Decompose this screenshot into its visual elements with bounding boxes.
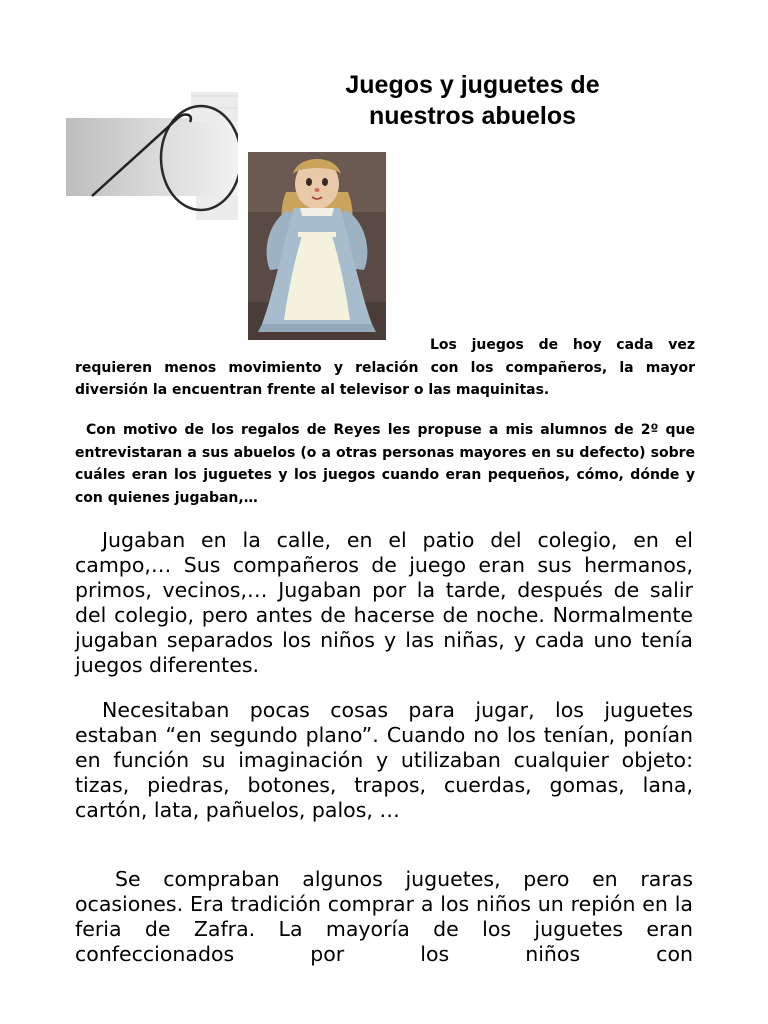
rag-doll-photo bbox=[248, 152, 386, 340]
title-line-2: nuestros abuelos bbox=[369, 102, 576, 130]
document-title bbox=[300, 70, 645, 132]
body-paragraph-1: Jugaban en la calle, en el patio del colegio, en el campo,… Sus compañeros de juego eran sus hermanos, primos, vecinos,… Jugaban por la tarde, después de salir del colegio, pero antes de hacerse de noche. Normalmente jugaban separados los niños y las niñas, y cada uno tenía juegos diferentes. bbox=[75, 528, 693, 677]
title-line-1: Juegos y juguetes de bbox=[345, 71, 600, 99]
body-paragraph-3: Se compraban algunos juguetes, pero en raras ocasiones. Era tradición comprar a los niños un repión en la feria de Zafra. La mayoría de los juguetes eran confeccionados por los niños con bbox=[75, 867, 693, 966]
context-paragraph: Con motivo de los regalos de Reyes les propuse a mis alumnos de 2º que entrevistaran a sus abuelos (o a otras personas mayores en su defecto) sobre cuáles eran los juguetes y los juegos cuando eran pequeños, cómo, dónde y con quienes jugaban,… bbox=[75, 422, 695, 506]
intro-paragraph: Los juegos de hoy cada vez requieren menos movimiento y relación con los compañeros, la mayor diversión la encuentran frente al televisor o las maquinitas. bbox=[75, 337, 695, 398]
body-paragraph-2: Necesitaban pocas cosas para jugar, los juguetes estaban “en segundo plano”. Cuando no los tenían, ponían en función su imaginación y utilizaban cualquier objeto: tizas, piedras, botones, trapos, cuerdas, gomas, lana, cartón, lata, pañuelos, palos, … bbox=[75, 698, 693, 822]
hoop-and-stick-photo bbox=[66, 88, 238, 222]
